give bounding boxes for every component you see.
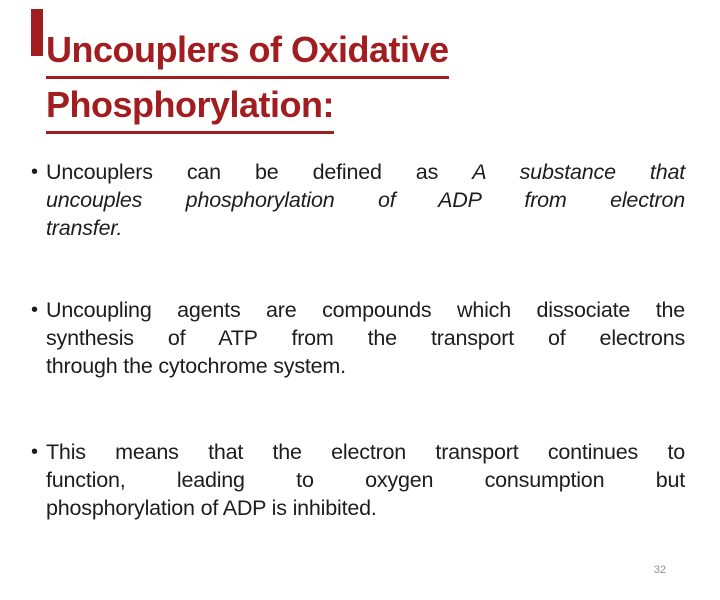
bullet-3-line-1: This means that the electron transport continues to	[46, 440, 685, 464]
bullet-2-line-3: through the cytochrome system.	[46, 354, 346, 378]
bullet-item-3	[31, 438, 685, 522]
bullet-marker: •	[31, 161, 38, 183]
page-number: 32	[653, 564, 667, 576]
title-line-2: Phosphorylation:	[46, 81, 334, 134]
bullet-1-line-1-normal: Uncouplers can be defined as	[46, 160, 473, 184]
title-line-1: Uncouplers of Oxidative	[46, 26, 449, 79]
bullet-1-line-3: transfer.	[46, 216, 123, 240]
bullet-2-line-1: Uncoupling agents are compounds which dissociate the	[46, 298, 685, 322]
bullet-3-line-3: phosphorylation of ADP is inhibited.	[46, 496, 377, 520]
bullet-1-line-1	[46, 158, 685, 186]
bullet-text-1	[46, 158, 685, 242]
bullet-text-2	[46, 296, 685, 380]
bullet-item-1	[31, 158, 685, 242]
bullet-3-line-2: function, leading to oxygen consumption but	[46, 468, 685, 492]
bullet-item-2	[31, 296, 685, 380]
bullet-2-line-2: synthesis of ATP from the transport of electrons	[46, 326, 685, 350]
bullet-1-line-2: uncouples phosphorylation of ADP from electron	[46, 188, 685, 212]
bullet-marker: •	[31, 441, 38, 463]
bullet-marker: •	[31, 299, 38, 321]
bullet-text-3	[46, 438, 685, 522]
bullet-1-line-1-italic: A substance that	[472, 160, 685, 184]
accent-bar	[31, 9, 43, 56]
slide-title	[46, 26, 449, 136]
